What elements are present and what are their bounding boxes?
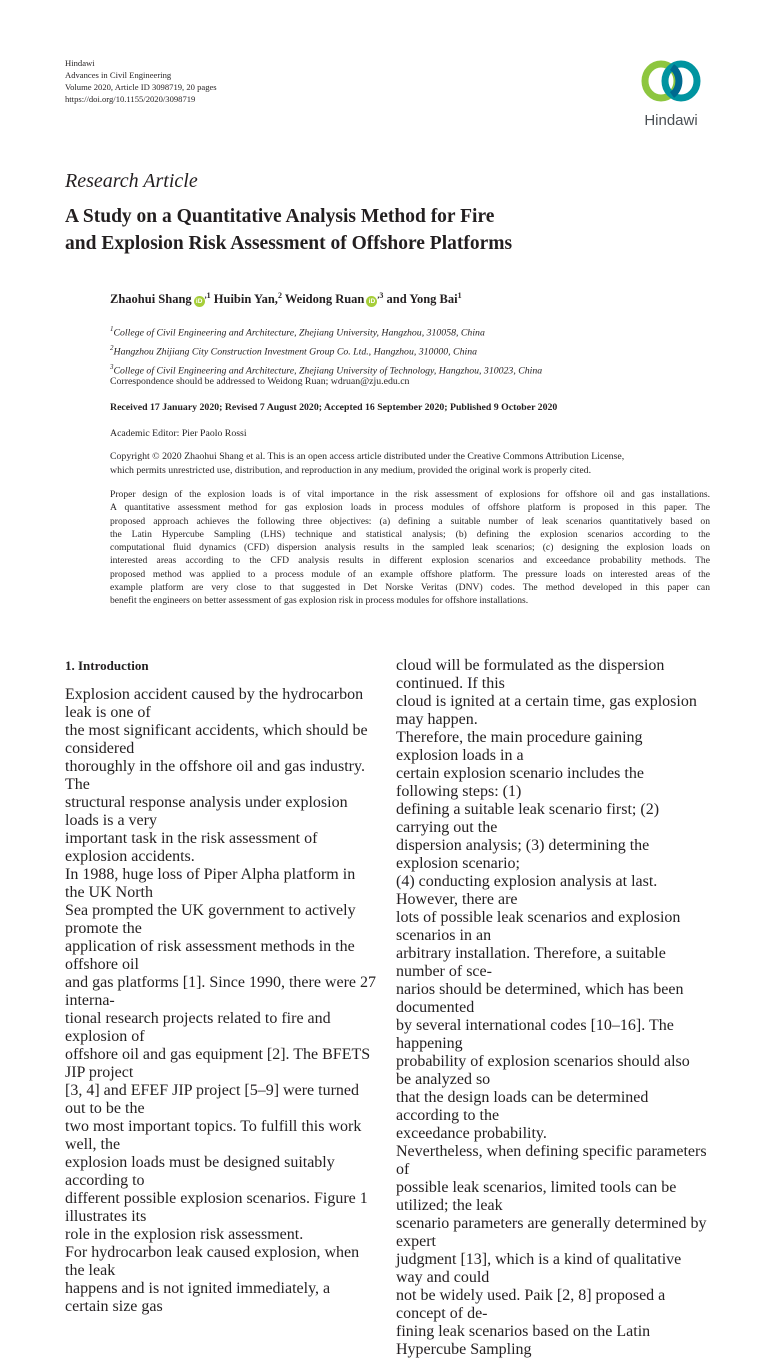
body-line: (4) conducting explosion analysis at last. However, there are: [396, 873, 658, 908]
body-line: For hydrocarbon leak caused explosion, when the leak: [65, 1244, 360, 1279]
body-line: scenario parameters are generally determined by expert: [396, 1215, 707, 1250]
body-line: important task in the risk assessment of explosion accidents.: [65, 830, 318, 865]
copyright-line: Copyright © 2020 Zhaohui Shang et al. This is an open access article distributed under the Creative Commons Attribution License,: [110, 451, 625, 462]
publisher-name: Hindawi: [65, 58, 95, 68]
author-list: [110, 291, 462, 307]
affiliation-text: College of Civil Engineering and Architecture, Zhejiang University, Hangzhou, 310058, China: [113, 327, 485, 339]
journal-name: Advances in Civil Engineering: [65, 70, 172, 80]
author-name[interactable]: Zhaohui Shang: [110, 292, 192, 307]
author-affiliation-mark: 2: [277, 291, 282, 300]
hindawi-rings-icon: [639, 56, 703, 106]
body-line: Therefore, the main procedure gaining explosion loads in a: [396, 729, 643, 764]
hindawi-logo: [630, 56, 712, 136]
body-line: by several international codes [10–16]. The happening: [396, 1017, 674, 1052]
body-line: different possible explosion scenarios. Figure 1 illustrates its: [65, 1190, 368, 1225]
body-line: possible leak scenarios, limited tools can be utilized; the leak: [396, 1179, 677, 1214]
affiliation-number: 3: [110, 362, 114, 371]
affiliations: [110, 322, 542, 378]
right-column: [396, 657, 708, 1359]
publication-dates: Received 17 January 2020; Revised 7 August 2020; Accepted 16 September 2020; Published 9 October 2020: [110, 402, 558, 413]
body-line: the most significant accidents, which should be considered: [65, 722, 368, 757]
body-line: In 1988, huge loss of Piper Alpha platform in the UK North: [65, 866, 356, 901]
body-line: [3, 4] and EFEF JIP project [5–9] were turned out to be the: [65, 1082, 359, 1117]
author-affiliation-mark: ,3: [377, 291, 384, 300]
doi-link[interactable]: https://doi.org/10.1155/2020/3098719: [65, 94, 196, 104]
body-line: defining a suitable leak scenario first; (2) carrying out the: [396, 801, 660, 836]
body-line: arbitrary installation. Therefore, a suitable number of sce-: [396, 945, 666, 980]
article-title: [65, 203, 705, 257]
affiliation-text: Hangzhou Zhijiang City Construction Investment Group Co. Ltd., Hangzhou, 310000, China: [113, 346, 477, 358]
body-line: application of risk assessment methods in the offshore oil: [65, 938, 355, 973]
left-column-text: [65, 686, 377, 1316]
copyright-line: which permits unrestricted use, distribution, and reproduction in any medium, provided the original work is properly cited.: [110, 465, 592, 476]
abstract-line: proposed method was applied to a process module of an example offshore platform. The pressure loads on interested areas of the: [110, 568, 710, 580]
body-line: structural response analysis under explosion loads is a very: [65, 794, 348, 829]
correspondence: Correspondence should be addressed to Weidong Ruan; wdruan@zju.edu.cn: [110, 376, 410, 387]
body-line: thoroughly in the offshore oil and gas industry. The: [65, 758, 365, 793]
body-line: explosion loads must be designed suitably according to: [65, 1154, 335, 1189]
body-line: exceedance probability.: [396, 1125, 547, 1142]
abstract-line: A quantitative assessment method for gas explosion loads in process modules of offshore platform is proposed in this paper. The: [110, 502, 710, 514]
body-line: two most important topics. To fulfill this work well, the: [65, 1118, 362, 1153]
body-line: offshore oil and gas equipment [2]. The BFETS JIP project: [65, 1046, 371, 1081]
affiliation-item: [110, 322, 542, 341]
abstract-line: the Latin Hypercube Sampling (LHS) technique and statistical analysis; (b) defining the explosion scenarios according to the: [110, 528, 710, 540]
body-line: Sea prompted the UK government to actively promote the: [65, 902, 356, 937]
body-line: fining leak scenarios based on the Latin Hypercube Sampling: [396, 1323, 651, 1358]
affiliation-item: [110, 341, 542, 360]
body-line: not be widely used. Paik [2, 8] proposed a concept of de-: [396, 1287, 666, 1322]
abstract: [110, 488, 710, 608]
right-column-text: [396, 657, 708, 1359]
section-heading: 1. Introduction: [65, 658, 149, 673]
body-line: narios should be determined, which has been documented: [396, 981, 684, 1016]
abstract-line: benefit the engineers on better assessment of gas explosion risk in process modules for offshore installations.: [110, 595, 529, 607]
academic-editor: Academic Editor: Pier Paolo Rossi: [110, 428, 247, 439]
body-line: and gas platforms [1]. Since 1990, there were 27 interna-: [65, 974, 377, 1009]
body-line: role in the explosion risk assessment.: [65, 1226, 304, 1243]
body-line: happens and is not ignited immediately, a certain size gas: [65, 1280, 331, 1315]
title-line: A Study on a Quantitative Analysis Method for Fire: [65, 206, 495, 227]
abstract-line: example platform are very close to that suggested in Det Norske Veritas (DNV) codes. The method developed in this paper can: [110, 582, 710, 594]
body-line: cloud will be formulated as the dispersion continued. If this: [396, 657, 665, 692]
affiliation-number: 1: [110, 325, 114, 333]
body-line: Explosion accident caused by the hydrocarbon leak is one of: [65, 686, 364, 721]
affiliation-number: 2: [110, 343, 114, 352]
journal-info: [65, 57, 217, 105]
orcid-icon[interactable]: iD: [366, 296, 377, 307]
author-affiliation-mark: 1: [457, 291, 462, 300]
abstract-line: proposed approach achieves the following three objectives: (a) defining a suitable number of leak scenarios quantitatively based on: [110, 515, 710, 527]
author-name[interactable]: Huibin Yan,: [213, 292, 278, 307]
volume-info: Volume 2020, Article ID 3098719, 20 pages: [65, 82, 217, 92]
author-name[interactable]: and Yong Bai: [386, 292, 458, 307]
article-type: Research Article: [65, 170, 198, 192]
abstract-line: interested areas according to the CFD analysis results in different explosion scenarios and exceedance probability methods. The: [110, 555, 710, 567]
affiliation-text: College of Civil Engineering and Architecture, Zhejiang University of Technology, Hangzhou, 310023, China: [113, 364, 543, 376]
abstract-line: Proper design of the explosion loads is of vital importance in the risk assessment of explosions for offshore oil and gas installations.: [110, 489, 710, 500]
body-line: tional research projects related to fire and explosion of: [65, 1010, 331, 1045]
abstract-line: computational fluid dynamics (CFD) dispersion analysis results in the sampled leak scenarios; (c) designing the explosion loads on: [110, 542, 710, 554]
body-line: probability of explosion scenarios should also be analyzed so: [396, 1053, 690, 1088]
body-line: that the design loads can be determined according to the: [396, 1089, 649, 1124]
body-line: cloud is ignited at a certain time, gas explosion may happen.: [396, 693, 697, 728]
copyright-notice: [110, 450, 710, 478]
body-line: lots of possible leak scenarios and explosion scenarios in an: [396, 909, 681, 944]
author-affiliation-mark: ,1: [204, 291, 211, 300]
title-line: and Explosion Risk Assessment of Offshore Platforms: [65, 233, 513, 254]
orcid-icon[interactable]: iD: [194, 296, 205, 307]
hindawi-wordmark: Hindawi: [644, 112, 698, 129]
body-line: certain explosion scenario includes the following steps: (1): [396, 765, 644, 800]
author-name[interactable]: Weidong Ruan: [284, 292, 365, 307]
left-column: [65, 686, 377, 1316]
body-line: Nevertheless, when defining specific parameters of: [396, 1143, 707, 1178]
body-line: dispersion analysis; (3) determining the explosion scenario;: [396, 837, 650, 872]
body-line: judgment [13], which is a kind of qualitative way and could: [396, 1251, 682, 1286]
